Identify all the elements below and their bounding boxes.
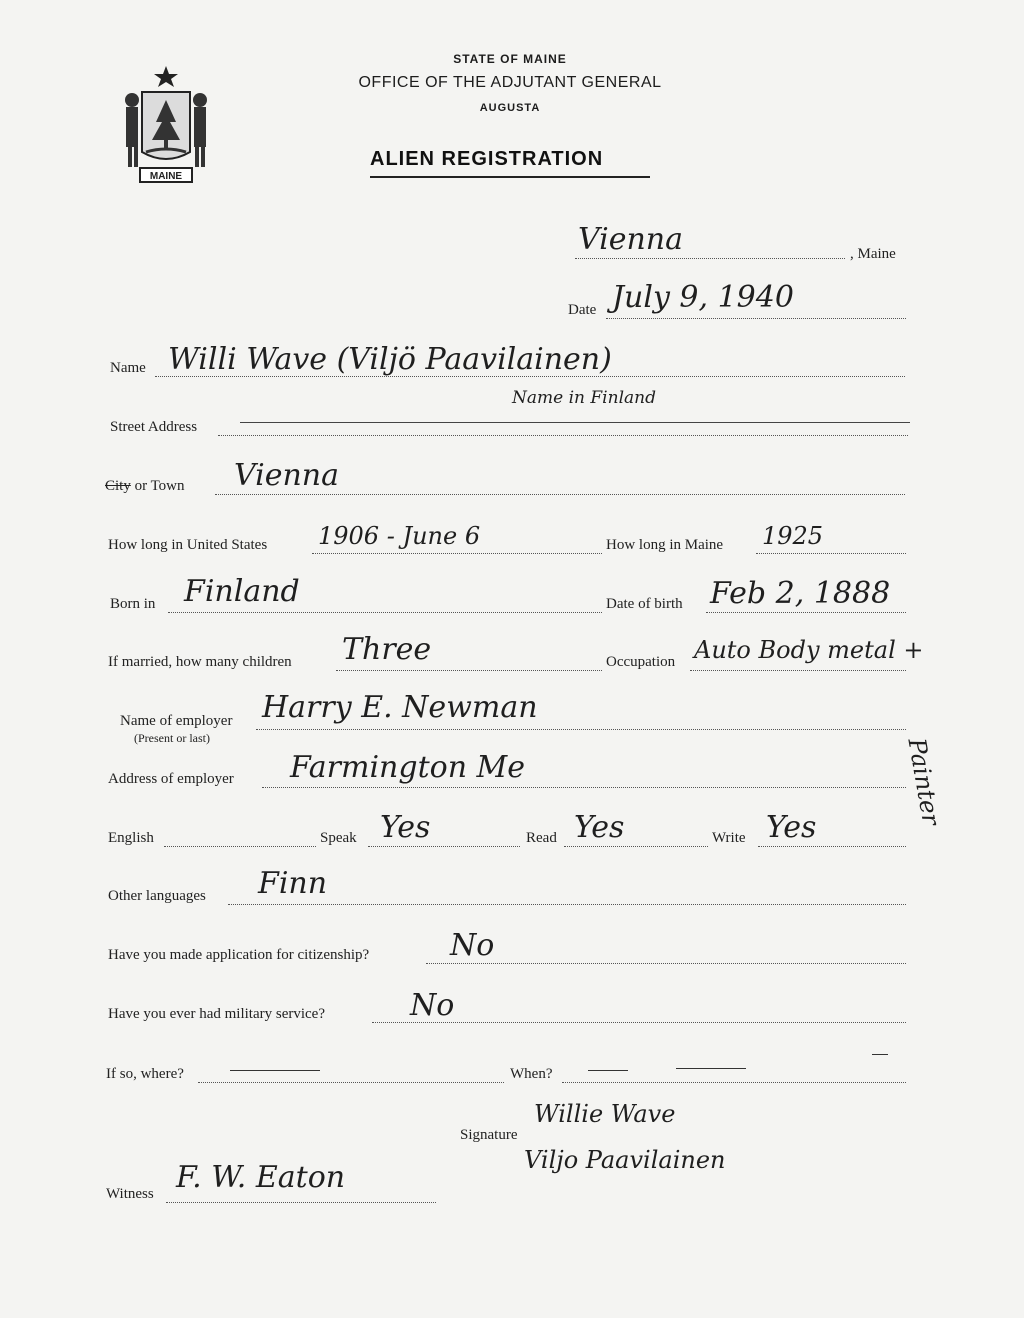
date-of-birth-label: Date of birth bbox=[606, 596, 683, 612]
how-long-us-label: How long in United States bbox=[108, 537, 268, 553]
title-underline bbox=[370, 176, 650, 178]
speak-label: Speak bbox=[320, 830, 357, 846]
name-note: Name in Finland bbox=[512, 388, 656, 408]
or-town-label: or Town bbox=[134, 478, 185, 494]
witness-label: Witness bbox=[106, 1186, 154, 1202]
english-label: English bbox=[108, 830, 154, 846]
name-value: Willi Wave (Viljö Paavilainen) bbox=[168, 342, 612, 377]
town-value: Vienna bbox=[578, 222, 684, 257]
street-address-line bbox=[218, 435, 908, 436]
name-line bbox=[155, 376, 905, 377]
when-dash-3 bbox=[872, 1054, 888, 1055]
witness-value: F. W. Eaton bbox=[176, 1160, 346, 1195]
how-long-maine-label: How long in Maine bbox=[606, 537, 724, 553]
if-so-where-label: If so, where? bbox=[106, 1066, 184, 1082]
signature-line-2: Viljo Paavilainen bbox=[524, 1146, 726, 1174]
city-struck-label: City bbox=[105, 478, 131, 494]
other-languages-value: Finn bbox=[258, 866, 328, 901]
write-label: Write bbox=[712, 830, 746, 846]
city-heading: AUGUSTA bbox=[479, 102, 541, 114]
city-town-line bbox=[215, 494, 905, 495]
other-languages-label: Other languages bbox=[108, 888, 206, 904]
citizenship-value: No bbox=[450, 928, 495, 963]
date-of-birth-line bbox=[706, 612, 906, 613]
other-languages-line bbox=[228, 904, 906, 905]
city-town-value: Vienna bbox=[234, 458, 340, 493]
name-label: Name bbox=[110, 360, 146, 376]
date-of-birth-value: Feb 2, 1888 bbox=[710, 576, 891, 611]
read-label: Read bbox=[526, 830, 557, 846]
employer-label: Name of employer bbox=[120, 713, 233, 729]
speak-value: Yes bbox=[380, 810, 431, 845]
city-town-label bbox=[105, 478, 185, 495]
where-line bbox=[198, 1082, 504, 1083]
military-label: Have you ever had military service? bbox=[108, 1006, 325, 1022]
when-label: When? bbox=[510, 1066, 553, 1082]
date-line bbox=[606, 318, 906, 319]
read-value: Yes bbox=[574, 810, 625, 845]
state-heading: STATE OF MAINE bbox=[453, 52, 567, 66]
born-in-label: Born in bbox=[110, 596, 156, 612]
employer-address-label: Address of employer bbox=[108, 771, 234, 787]
street-address-label: Street Address bbox=[110, 419, 198, 435]
children-line bbox=[336, 670, 602, 671]
employer-address-line bbox=[262, 787, 906, 788]
date-label: Date bbox=[568, 302, 597, 318]
read-line bbox=[564, 846, 708, 847]
write-value: Yes bbox=[766, 810, 817, 845]
street-address-dash bbox=[240, 422, 910, 423]
witness-line bbox=[166, 1202, 436, 1203]
when-dash-1 bbox=[588, 1070, 628, 1071]
citizenship-label: Have you made application for citizenship? bbox=[108, 947, 370, 963]
how-long-maine-line bbox=[756, 553, 906, 554]
date-value: July 9, 1940 bbox=[612, 280, 794, 315]
maine-state-seal bbox=[112, 60, 220, 188]
children-label: If married, how many children bbox=[108, 654, 292, 670]
signature-label: Signature bbox=[460, 1127, 518, 1143]
citizenship-line bbox=[426, 963, 906, 964]
children-value: Three bbox=[342, 632, 432, 667]
how-long-maine-value: 1925 bbox=[762, 522, 824, 550]
born-in-line bbox=[168, 612, 602, 613]
military-value: No bbox=[410, 988, 455, 1023]
employer-value: Harry E. Newman bbox=[262, 690, 538, 725]
when-dash-2 bbox=[676, 1068, 746, 1069]
maine-label: , Maine bbox=[850, 246, 896, 262]
how-long-us-value: 1906 - June 6 bbox=[318, 522, 481, 550]
employer-sublabel: (Present or last) bbox=[134, 731, 210, 745]
english-line bbox=[164, 846, 316, 847]
employer-address-value: Farmington Me bbox=[290, 750, 526, 785]
office-heading: OFFICE OF THE ADJUTANT GENERAL bbox=[358, 74, 662, 91]
signature-line-1: Willie Wave bbox=[534, 1100, 676, 1128]
write-line bbox=[758, 846, 906, 847]
how-long-us-line bbox=[312, 553, 602, 554]
occupation-label: Occupation bbox=[606, 654, 676, 670]
where-dash bbox=[230, 1070, 320, 1071]
form-title: ALIEN REGISTRATION bbox=[370, 148, 604, 170]
employer-line bbox=[256, 729, 906, 730]
town-line bbox=[575, 258, 845, 259]
speak-line bbox=[368, 846, 520, 847]
seal-label: MAINE bbox=[149, 171, 183, 182]
occupation-value: Auto Body metal + bbox=[694, 636, 924, 664]
when-line bbox=[562, 1082, 906, 1083]
occupation-continuation: Painter bbox=[902, 736, 946, 828]
military-line bbox=[372, 1022, 906, 1023]
born-in-value: Finland bbox=[184, 574, 300, 609]
occupation-line bbox=[690, 670, 906, 671]
